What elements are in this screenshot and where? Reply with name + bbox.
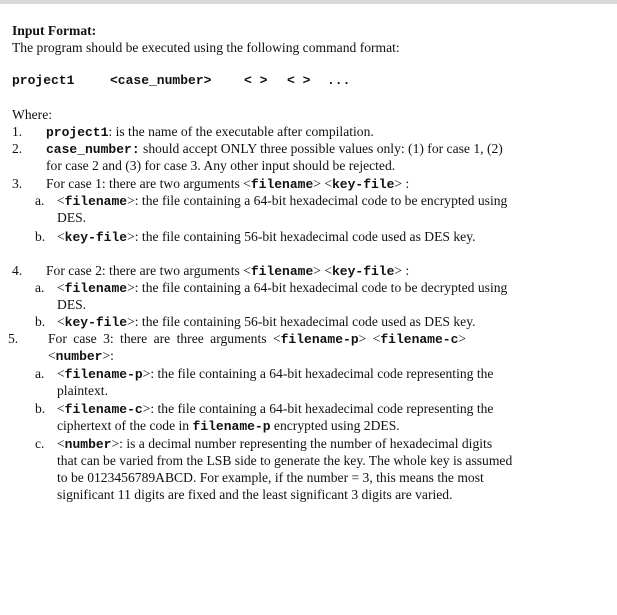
code-project1: project1 bbox=[46, 125, 109, 140]
item-3a-line1: <filename>: the file containing a 64-bit hexadecimal code to be encrypted using bbox=[57, 193, 508, 209]
item-3-line1: For case 1: there are two arguments <filename> <key-file> : bbox=[46, 176, 410, 192]
code-case-number: case_number: bbox=[46, 142, 140, 157]
item-3b-line1: <key-file>: the file containing 56-bit hexadecimal code used as DES key. bbox=[57, 229, 476, 245]
sub-letter: b. bbox=[35, 314, 46, 329]
item-5-line2: <number>: bbox=[48, 348, 114, 364]
item-4a-line1: <filename>: the file containing a 64-bit hexadecimal code to be decrypted using bbox=[57, 280, 508, 296]
command-case-arg: <case_number> bbox=[110, 73, 212, 88]
sub-letter: b. bbox=[35, 401, 46, 416]
item-1: project1: is the name of the executable after compilation. bbox=[46, 124, 374, 140]
item-5c-line3: to be 0123456789ABCD. For example, if the number = 3, this means the most bbox=[57, 470, 484, 485]
sub-letter: a. bbox=[35, 193, 45, 208]
item-4a-line2: DES. bbox=[57, 297, 87, 312]
sub-letter: b. bbox=[35, 229, 46, 244]
item-5a-line2: plaintext. bbox=[57, 383, 108, 398]
item-5c-line1: <number>: is a decimal number representing the number of hexadecimal digits bbox=[57, 436, 493, 452]
item-4-line1: For case 2: there are two arguments <filename> <key-file> : bbox=[46, 263, 410, 279]
section-heading: Input Format: bbox=[12, 23, 97, 38]
item-5c-line2: that can be varied from the LSB side to generate the key. The whole key is assumed bbox=[57, 453, 513, 468]
sub-letter: c. bbox=[35, 436, 45, 451]
item-4b-line1: <key-file>: the file containing 56-bit hexadecimal code used as DES key. bbox=[57, 314, 476, 330]
item-number: 1. bbox=[12, 124, 23, 139]
item-3a-line2: DES. bbox=[57, 210, 87, 225]
item-number: 5. bbox=[8, 331, 19, 346]
item-5b-line2: ciphertext of the code in filename-p encrypted using 2DES. bbox=[57, 418, 400, 434]
item-5b-line1: <filename-c>: the file containing a 64-bit hexadecimal code representing the bbox=[57, 401, 494, 417]
item-number: 2. bbox=[12, 141, 23, 156]
item-2-line1: case_number: should accept ONLY three possible values only: (1) for case 1, (2) bbox=[46, 141, 503, 157]
top-border bbox=[0, 0, 617, 4]
sub-letter: a. bbox=[35, 366, 45, 381]
intro-text: The program should be executed using the following command format: bbox=[12, 40, 400, 55]
item-2-line2: for case 2 and (3) for case 3. Any other input should be rejected. bbox=[46, 158, 396, 173]
item-5a-line1: <filename-p>: the file containing a 64-bit hexadecimal code representing the bbox=[57, 366, 494, 382]
command-arg2: < > bbox=[244, 73, 268, 88]
item-5-line1: For case 3: there are three arguments <filename-p> <filename-c> bbox=[48, 331, 467, 347]
item-number: 4. bbox=[12, 263, 23, 278]
command-exe: project1 bbox=[12, 73, 75, 88]
item-number: 3. bbox=[12, 176, 23, 191]
item-5c-line4: significant 11 digits are fixed and the least significant 3 digits are varied. bbox=[57, 487, 453, 502]
command-ellipsis: ... bbox=[327, 73, 351, 88]
where-label: Where: bbox=[12, 107, 52, 122]
command-arg3: < > bbox=[287, 73, 311, 88]
sub-letter: a. bbox=[35, 280, 45, 295]
